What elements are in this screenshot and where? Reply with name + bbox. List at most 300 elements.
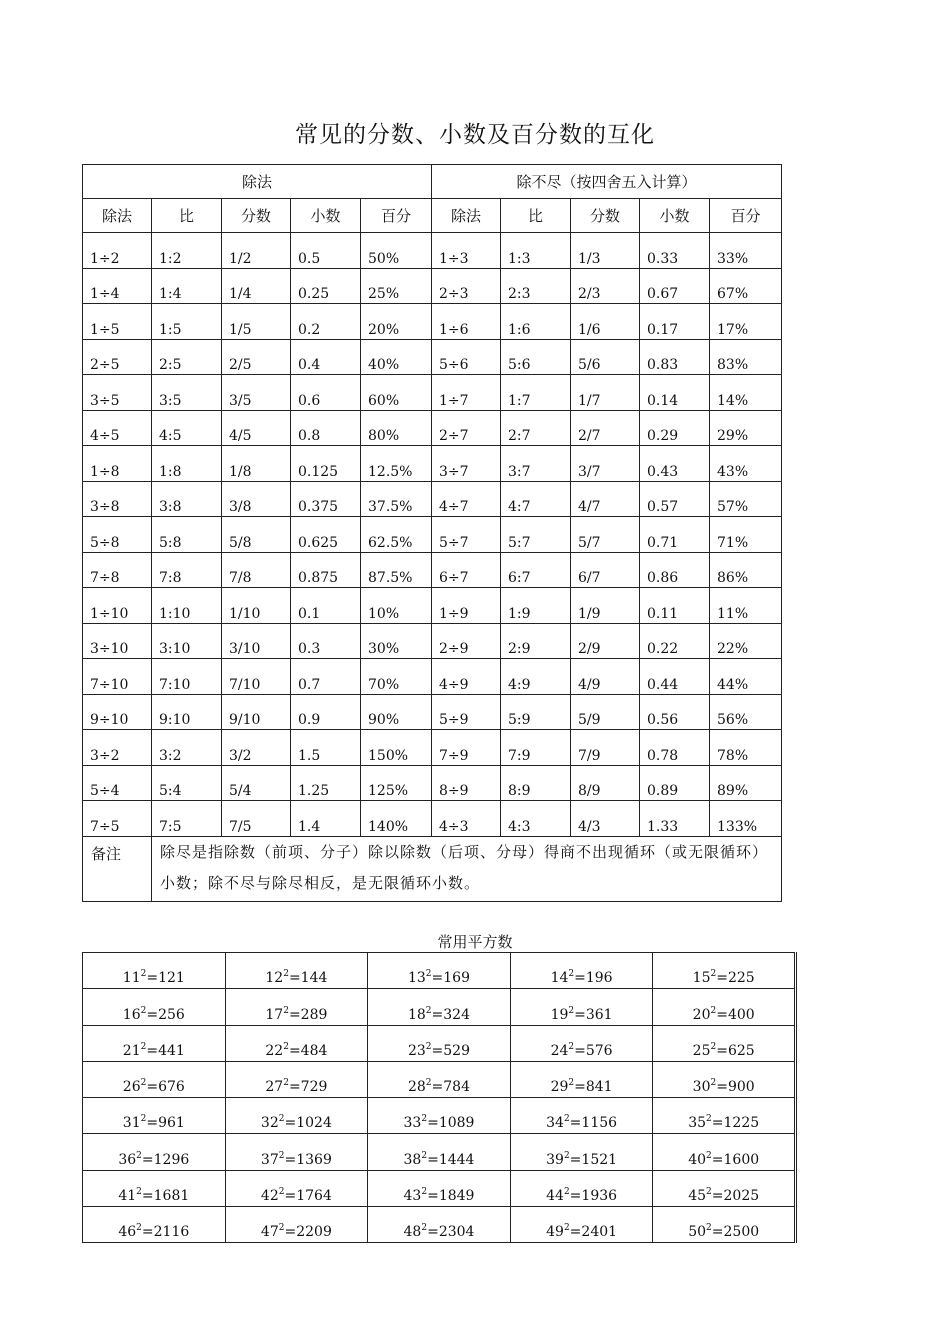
table-cell: 3/5 bbox=[222, 375, 291, 411]
squares-row bbox=[83, 953, 796, 989]
table-cell: 0.57 bbox=[640, 481, 710, 517]
table-cell: 7/5 bbox=[222, 801, 291, 837]
square-base: 41 bbox=[118, 1188, 137, 1205]
square-exponent: 2 bbox=[568, 1005, 575, 1016]
table-cell: 67% bbox=[710, 268, 782, 304]
square-exponent: 2 bbox=[140, 1114, 147, 1125]
table-row bbox=[83, 233, 782, 269]
table-row bbox=[83, 517, 782, 553]
squares-row bbox=[83, 1061, 796, 1097]
square-cell: $28^2=784$ bbox=[368, 1061, 511, 1097]
squares-row bbox=[83, 1098, 796, 1134]
table-cell: 4÷5 bbox=[83, 410, 152, 446]
table-cell: 7/10 bbox=[222, 659, 291, 695]
table-cell: 1:8 bbox=[152, 446, 222, 482]
table-cell: 9÷10 bbox=[83, 694, 152, 730]
square-cell: $36^2=1296$ bbox=[83, 1134, 226, 1170]
column-header-row bbox=[83, 199, 782, 233]
square-exponent: 2 bbox=[563, 1223, 570, 1234]
square-cell: $39^2=1521$ bbox=[510, 1134, 653, 1170]
table-cell: 1:10 bbox=[152, 588, 222, 624]
square-exponent: 2 bbox=[283, 969, 289, 980]
square-base: 37 bbox=[260, 1151, 279, 1168]
squares-row bbox=[83, 989, 796, 1025]
table-cell: 89% bbox=[710, 765, 782, 801]
table-cell: 0.14 bbox=[640, 375, 710, 411]
table-cell: 3:7 bbox=[501, 446, 571, 482]
table-cell: 25% bbox=[361, 268, 432, 304]
square-cell: $45^2=2025$ bbox=[653, 1170, 796, 1206]
table-cell: 5÷6 bbox=[432, 339, 501, 375]
square-cell: $20^2=400$ bbox=[653, 989, 796, 1025]
square-exponent: 2 bbox=[421, 1150, 428, 1161]
column-header: 除法 bbox=[432, 199, 501, 233]
table-cell: 0.71 bbox=[640, 517, 710, 553]
square-value: 225 bbox=[727, 970, 755, 987]
square-exponent: 2 bbox=[710, 1078, 717, 1089]
square-value: 324 bbox=[443, 1006, 470, 1023]
table-cell: 0.25 bbox=[291, 268, 361, 304]
column-header: 分数 bbox=[571, 199, 640, 233]
table-cell: 5÷4 bbox=[83, 765, 152, 801]
square-cell: $38^2=1444$ bbox=[368, 1134, 511, 1170]
table-cell: 3/7 bbox=[571, 446, 640, 482]
square-base: 16 bbox=[122, 1006, 141, 1023]
table-cell: 20% bbox=[361, 304, 432, 340]
table-cell: 1÷5 bbox=[83, 304, 152, 340]
table-cell: 86% bbox=[710, 552, 782, 588]
table-cell: 5/8 bbox=[222, 517, 291, 553]
square-cell: $49^2=2401$ bbox=[510, 1207, 653, 1243]
square-cell: $44^2=1936$ bbox=[510, 1170, 653, 1206]
table-cell: 29% bbox=[710, 410, 782, 446]
square-exponent: 2 bbox=[425, 1078, 432, 1089]
square-base: 26 bbox=[122, 1079, 141, 1096]
square-exponent: 2 bbox=[136, 1223, 142, 1234]
table-cell: 1:6 bbox=[501, 304, 571, 340]
table-cell: 7÷5 bbox=[83, 801, 152, 837]
table-cell: 0.43 bbox=[640, 446, 710, 482]
square-base: 47 bbox=[260, 1224, 279, 1241]
squares-row bbox=[83, 1025, 796, 1061]
table-cell: 1÷9 bbox=[432, 588, 501, 624]
square-cell: $43^2=1849$ bbox=[368, 1170, 511, 1206]
square-exponent: 2 bbox=[568, 969, 575, 980]
square-base: 13 bbox=[407, 970, 426, 987]
square-exponent: 2 bbox=[136, 1150, 142, 1161]
table-cell: 0.3 bbox=[291, 623, 361, 659]
square-base: 49 bbox=[546, 1224, 564, 1241]
square-value: 1369 bbox=[296, 1151, 332, 1168]
squares-row bbox=[83, 1207, 796, 1243]
table-cell: 62.5% bbox=[361, 517, 432, 553]
table-cell: 5/9 bbox=[571, 694, 640, 730]
square-exponent: 2 bbox=[421, 1223, 428, 1234]
table-row bbox=[83, 268, 782, 304]
square-cell: $18^2=324$ bbox=[368, 989, 511, 1025]
table-cell: 3:8 bbox=[152, 481, 222, 517]
square-base: 31 bbox=[122, 1115, 141, 1132]
table-cell: 2:5 bbox=[152, 339, 222, 375]
square-base: 18 bbox=[407, 1006, 426, 1023]
square-value: 2116 bbox=[153, 1224, 190, 1241]
table-row bbox=[83, 730, 782, 766]
table-cell: 133% bbox=[710, 801, 782, 837]
table-cell: 5/6 bbox=[571, 339, 640, 375]
square-exponent: 2 bbox=[140, 969, 147, 980]
square-value: 169 bbox=[443, 970, 470, 987]
square-exponent: 2 bbox=[568, 1041, 575, 1052]
square-base: 21 bbox=[122, 1042, 141, 1059]
table-cell: 5÷7 bbox=[432, 517, 501, 553]
square-value: 2401 bbox=[581, 1224, 618, 1241]
table-cell: 7/8 bbox=[222, 552, 291, 588]
table-cell: 14% bbox=[710, 375, 782, 411]
square-cell: $47^2=2209$ bbox=[225, 1207, 368, 1243]
table-cell: 10% bbox=[361, 588, 432, 624]
table-cell: 1/8 bbox=[222, 446, 291, 482]
table-cell: 44% bbox=[710, 659, 782, 695]
table-cell: 40% bbox=[361, 339, 432, 375]
table-cell: 4/5 bbox=[222, 410, 291, 446]
square-value: 676 bbox=[158, 1079, 185, 1096]
table-cell: 4÷9 bbox=[432, 659, 501, 695]
square-base: 35 bbox=[688, 1115, 707, 1132]
column-header: 小数 bbox=[291, 199, 361, 233]
table-cell: 1:5 bbox=[152, 304, 222, 340]
square-base: 22 bbox=[265, 1042, 284, 1059]
table-cell: 1.33 bbox=[640, 801, 710, 837]
square-value: 289 bbox=[300, 1006, 328, 1023]
square-value: 2025 bbox=[723, 1188, 760, 1205]
table-cell: 17% bbox=[710, 304, 782, 340]
square-exponent: 2 bbox=[421, 1114, 428, 1125]
square-exponent: 2 bbox=[706, 1150, 712, 1161]
square-value: 2209 bbox=[296, 1224, 332, 1241]
square-value: 2500 bbox=[723, 1224, 760, 1241]
square-value: 1936 bbox=[581, 1188, 618, 1205]
square-exponent: 2 bbox=[425, 1005, 432, 1016]
table-cell: 4:9 bbox=[501, 659, 571, 695]
table-row bbox=[83, 339, 782, 375]
table-row bbox=[83, 481, 782, 517]
table-cell: 1÷2 bbox=[83, 233, 152, 269]
note-row bbox=[83, 836, 782, 901]
table-cell: 1.4 bbox=[291, 801, 361, 837]
table-cell: 1/4 bbox=[222, 268, 291, 304]
table-cell: 2÷3 bbox=[432, 268, 501, 304]
table-cell: 1/2 bbox=[222, 233, 291, 269]
square-base: 40 bbox=[688, 1151, 707, 1168]
table-cell: 0.11 bbox=[640, 588, 710, 624]
table-cell: 37.5% bbox=[361, 481, 432, 517]
table-cell: 2:9 bbox=[501, 623, 571, 659]
square-cell: $30^2=900$ bbox=[653, 1061, 796, 1097]
square-cell: $41^2=1681$ bbox=[83, 1170, 226, 1206]
square-value: 1681 bbox=[153, 1188, 190, 1205]
square-value: 784 bbox=[443, 1079, 470, 1096]
table-cell: 3÷7 bbox=[432, 446, 501, 482]
table-cell: 30% bbox=[361, 623, 432, 659]
table-cell: 1/6 bbox=[571, 304, 640, 340]
square-cell: $21^2=441$ bbox=[83, 1025, 226, 1061]
table-cell: 3:2 bbox=[152, 730, 222, 766]
square-exponent: 2 bbox=[140, 1041, 147, 1052]
square-value: 961 bbox=[158, 1115, 185, 1132]
table-cell: 0.78 bbox=[640, 730, 710, 766]
squares-table bbox=[82, 952, 797, 1243]
column-header: 小数 bbox=[640, 199, 710, 233]
table-row bbox=[83, 765, 782, 801]
column-header: 百分 bbox=[361, 199, 432, 233]
table-cell: 5:8 bbox=[152, 517, 222, 553]
table-cell: 0.29 bbox=[640, 410, 710, 446]
table-cell: 1/3 bbox=[571, 233, 640, 269]
table-row bbox=[83, 694, 782, 730]
table-cell: 6/7 bbox=[571, 552, 640, 588]
table-cell: 7:10 bbox=[152, 659, 222, 695]
square-value: 1849 bbox=[438, 1188, 475, 1205]
table-cell: 1:3 bbox=[501, 233, 571, 269]
table-row bbox=[83, 304, 782, 340]
table-cell: 0.17 bbox=[640, 304, 710, 340]
square-base: 24 bbox=[550, 1042, 569, 1059]
square-exponent: 2 bbox=[136, 1187, 142, 1198]
squares-row bbox=[83, 1170, 796, 1206]
table-cell: 7:9 bbox=[501, 730, 571, 766]
table-cell: 0.83 bbox=[640, 339, 710, 375]
table-cell: 80% bbox=[361, 410, 432, 446]
square-base: 36 bbox=[118, 1151, 137, 1168]
square-exponent: 2 bbox=[706, 1223, 712, 1234]
conversion-table bbox=[82, 164, 782, 902]
table-cell: 3/8 bbox=[222, 481, 291, 517]
table-cell: 5÷8 bbox=[83, 517, 152, 553]
square-cell: $29^2=841$ bbox=[510, 1061, 653, 1097]
table-cell: 9:10 bbox=[152, 694, 222, 730]
table-cell: 1:4 bbox=[152, 268, 222, 304]
square-cell: $32^2=1024$ bbox=[225, 1098, 368, 1134]
table-cell: 4/9 bbox=[571, 659, 640, 695]
square-value: 1296 bbox=[153, 1151, 190, 1168]
square-value: 484 bbox=[300, 1042, 328, 1059]
square-base: 15 bbox=[692, 970, 711, 987]
square-value: 196 bbox=[585, 970, 613, 987]
group-header-nondivisible: 除不尽（按四舍五入计算） bbox=[432, 165, 782, 199]
square-base: 27 bbox=[265, 1079, 284, 1096]
table-cell: 2÷7 bbox=[432, 410, 501, 446]
square-base: 46 bbox=[118, 1224, 137, 1241]
table-cell: 0.875 bbox=[291, 552, 361, 588]
square-exponent: 2 bbox=[278, 1114, 285, 1125]
square-cell: $31^2=961$ bbox=[83, 1098, 226, 1134]
square-exponent: 2 bbox=[710, 969, 717, 980]
table-cell: 78% bbox=[710, 730, 782, 766]
table-cell: 3/2 bbox=[222, 730, 291, 766]
table-cell: 0.44 bbox=[640, 659, 710, 695]
square-base: 45 bbox=[688, 1188, 707, 1205]
note-label: 备注 bbox=[83, 836, 152, 901]
square-base: 38 bbox=[403, 1151, 422, 1168]
table-cell: 7:5 bbox=[152, 801, 222, 837]
square-value: 1444 bbox=[438, 1151, 475, 1168]
square-base: 50 bbox=[688, 1224, 707, 1241]
square-base: 42 bbox=[260, 1188, 279, 1205]
table-cell: 2:7 bbox=[501, 410, 571, 446]
square-exponent: 2 bbox=[283, 1078, 289, 1089]
table-cell: 9/10 bbox=[222, 694, 291, 730]
square-exponent: 2 bbox=[568, 1078, 575, 1089]
square-cell: $17^2=289$ bbox=[225, 989, 368, 1025]
square-value: 1521 bbox=[581, 1151, 618, 1168]
table-cell: 5:9 bbox=[501, 694, 571, 730]
table-cell: 87.5% bbox=[361, 552, 432, 588]
square-exponent: 2 bbox=[425, 969, 432, 980]
table-cell: 1:7 bbox=[501, 375, 571, 411]
square-value: 400 bbox=[727, 1006, 755, 1023]
square-cell: $40^2=1600$ bbox=[653, 1134, 796, 1170]
square-value: 729 bbox=[300, 1079, 328, 1096]
table-cell: 70% bbox=[361, 659, 432, 695]
square-exponent: 2 bbox=[710, 1041, 717, 1052]
column-header: 百分 bbox=[710, 199, 782, 233]
column-header: 比 bbox=[152, 199, 222, 233]
table-cell: 1÷4 bbox=[83, 268, 152, 304]
table-cell: 33% bbox=[710, 233, 782, 269]
table-cell: 0.6 bbox=[291, 375, 361, 411]
square-value: 121 bbox=[158, 970, 185, 987]
column-header: 比 bbox=[501, 199, 571, 233]
square-cell: $19^2=361$ bbox=[510, 989, 653, 1025]
table-cell: 3÷5 bbox=[83, 375, 152, 411]
square-cell: $23^2=529$ bbox=[368, 1025, 511, 1061]
square-base: 30 bbox=[692, 1079, 711, 1096]
square-base: 29 bbox=[550, 1079, 569, 1096]
table-cell: 50% bbox=[361, 233, 432, 269]
table-cell: 4÷3 bbox=[432, 801, 501, 837]
square-base: 48 bbox=[403, 1224, 422, 1241]
table-row bbox=[83, 623, 782, 659]
table-cell: 0.22 bbox=[640, 623, 710, 659]
square-cell: $35^2=1225$ bbox=[653, 1098, 796, 1134]
table-cell: 60% bbox=[361, 375, 432, 411]
square-exponent: 2 bbox=[425, 1041, 432, 1052]
table-cell: 8:9 bbox=[501, 765, 571, 801]
square-base: 20 bbox=[692, 1006, 711, 1023]
table-cell: 0.2 bbox=[291, 304, 361, 340]
square-value: 900 bbox=[727, 1079, 755, 1096]
table-cell: 2:3 bbox=[501, 268, 571, 304]
column-header: 分数 bbox=[222, 199, 291, 233]
table-cell: 1÷8 bbox=[83, 446, 152, 482]
table-cell: 1:2 bbox=[152, 233, 222, 269]
square-base: 39 bbox=[546, 1151, 564, 1168]
table-cell: 3/10 bbox=[222, 623, 291, 659]
table-cell: 1÷7 bbox=[432, 375, 501, 411]
table-row bbox=[83, 446, 782, 482]
table-cell: 4:5 bbox=[152, 410, 222, 446]
table-cell: 0.33 bbox=[640, 233, 710, 269]
table-cell: 125% bbox=[361, 765, 432, 801]
square-base: 32 bbox=[260, 1115, 279, 1132]
table-cell: 1.5 bbox=[291, 730, 361, 766]
table-cell: 2/3 bbox=[571, 268, 640, 304]
square-base: 25 bbox=[692, 1042, 711, 1059]
table-cell: 3÷2 bbox=[83, 730, 152, 766]
square-cell: $27^2=729$ bbox=[225, 1061, 368, 1097]
square-base: 19 bbox=[550, 1006, 569, 1023]
square-cell: $13^2=169$ bbox=[368, 953, 511, 989]
table-cell: 0.86 bbox=[640, 552, 710, 588]
square-exponent: 2 bbox=[278, 1223, 285, 1234]
table-cell: 0.9 bbox=[291, 694, 361, 730]
square-exponent: 2 bbox=[140, 1078, 147, 1089]
square-exponent: 2 bbox=[140, 1005, 147, 1016]
square-cell: $48^2=2304$ bbox=[368, 1207, 511, 1243]
table-cell: 2/7 bbox=[571, 410, 640, 446]
square-value: 625 bbox=[727, 1042, 755, 1059]
table-cell: 43% bbox=[710, 446, 782, 482]
table-row bbox=[83, 410, 782, 446]
square-base: 34 bbox=[546, 1115, 564, 1132]
table-cell: 140% bbox=[361, 801, 432, 837]
square-exponent: 2 bbox=[710, 1005, 717, 1016]
square-cell: $11^2=121$ bbox=[83, 953, 226, 989]
square-value: 841 bbox=[585, 1079, 613, 1096]
squares-row bbox=[83, 1134, 796, 1170]
table-cell: 3÷8 bbox=[83, 481, 152, 517]
square-exponent: 2 bbox=[563, 1187, 570, 1198]
square-value: 576 bbox=[585, 1042, 613, 1059]
table-cell: 0.7 bbox=[291, 659, 361, 695]
table-cell: 3:5 bbox=[152, 375, 222, 411]
table-cell: 1/10 bbox=[222, 588, 291, 624]
table-cell: 5:4 bbox=[152, 765, 222, 801]
table-row bbox=[83, 588, 782, 624]
square-cell: $24^2=576$ bbox=[510, 1025, 653, 1061]
square-base: 44 bbox=[546, 1188, 564, 1205]
group-header-row bbox=[83, 165, 782, 199]
square-cell: $12^2=144$ bbox=[225, 953, 368, 989]
table-cell: 0.67 bbox=[640, 268, 710, 304]
table-cell: 0.5 bbox=[291, 233, 361, 269]
square-value: 1024 bbox=[296, 1115, 332, 1132]
table-cell: 2/5 bbox=[222, 339, 291, 375]
table-cell: 7÷9 bbox=[432, 730, 501, 766]
square-cell: $15^2=225$ bbox=[653, 953, 796, 989]
table-cell: 0.375 bbox=[291, 481, 361, 517]
square-cell: $50^2=2500$ bbox=[653, 1207, 796, 1243]
table-cell: 0.1 bbox=[291, 588, 361, 624]
table-cell: 3:10 bbox=[152, 623, 222, 659]
square-value: 361 bbox=[585, 1006, 613, 1023]
square-base: 23 bbox=[407, 1042, 426, 1059]
table-cell: 1/9 bbox=[571, 588, 640, 624]
table-cell: 7/9 bbox=[571, 730, 640, 766]
square-base: 11 bbox=[122, 970, 141, 987]
table-row bbox=[83, 801, 782, 837]
table-cell: 12.5% bbox=[361, 446, 432, 482]
table-cell: 0.89 bbox=[640, 765, 710, 801]
square-base: 17 bbox=[265, 1006, 284, 1023]
table-cell: 1/7 bbox=[571, 375, 640, 411]
table-cell: 56% bbox=[710, 694, 782, 730]
table-cell: 5:7 bbox=[501, 517, 571, 553]
square-value: 1089 bbox=[438, 1115, 475, 1132]
table-cell: 4/3 bbox=[571, 801, 640, 837]
table-cell: 5/7 bbox=[571, 517, 640, 553]
square-base: 33 bbox=[403, 1115, 422, 1132]
